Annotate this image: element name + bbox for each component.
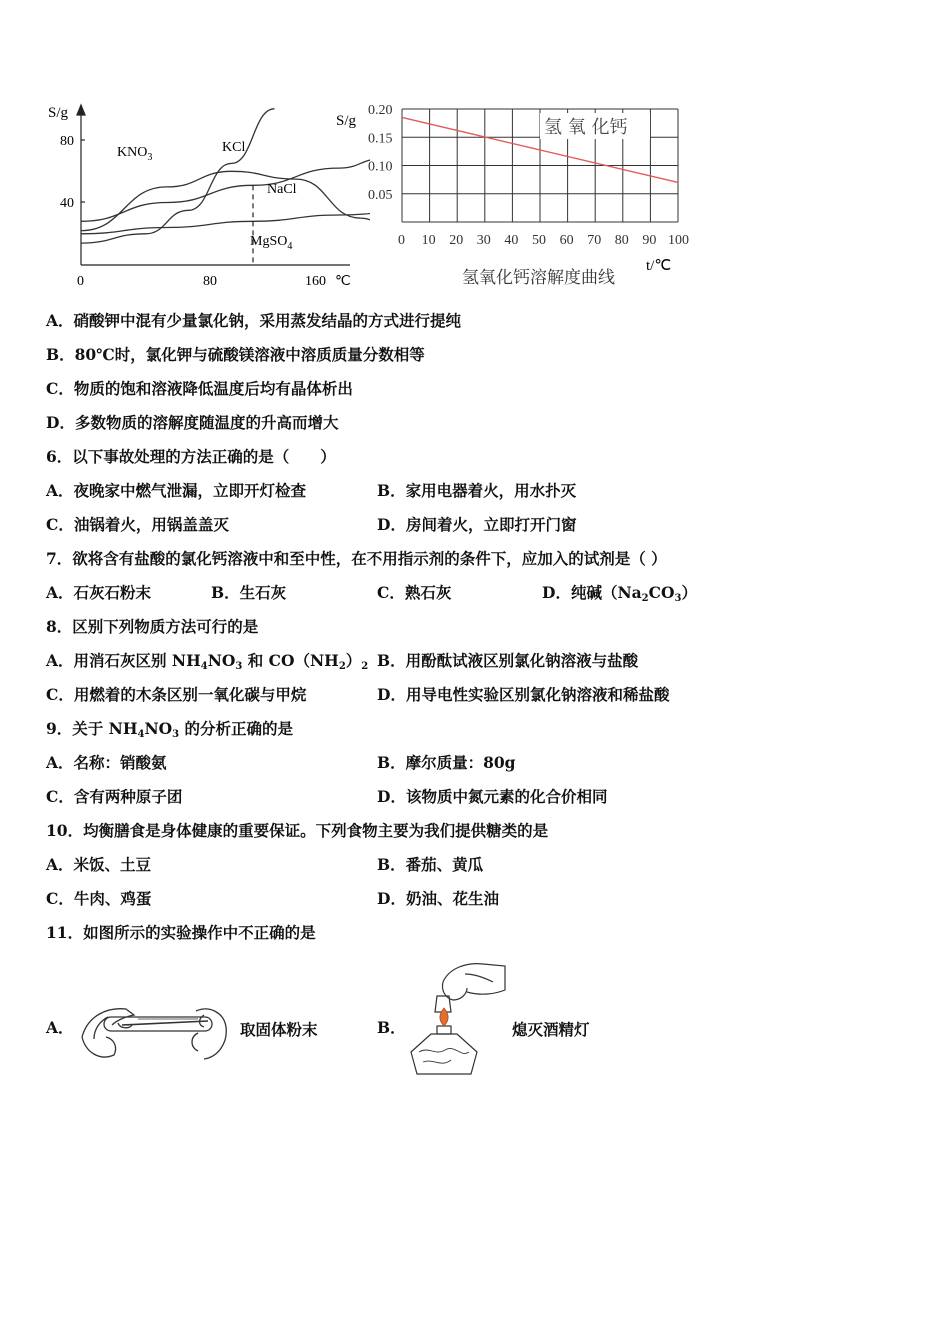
- series-label-kno3: $KNO_3$: [117, 145, 153, 163]
- solubility-chart-left: [40, 95, 370, 295]
- q9-stem-sub-2: 3: [172, 729, 180, 740]
- q5-option-d[interactable]: D．多数物质的溶解度随温度的升高而增大: [46, 413, 339, 432]
- test-tube-powder-illustration: [78, 995, 230, 1065]
- q11-option-b-label[interactable]: B．: [377, 1018, 406, 1037]
- q7-d-text-3: ）: [681, 583, 697, 602]
- q7-d-sub-1: 2: [641, 593, 649, 604]
- q8-a-text-2: NO: [207, 651, 236, 670]
- y-tick-label: 0.10: [368, 159, 393, 175]
- q7-option-c[interactable]: C．熟石灰: [377, 583, 452, 602]
- y-tick-40: 40: [60, 196, 74, 211]
- x-tick-160: 160: [305, 274, 326, 289]
- q7-option-d[interactable]: [542, 583, 697, 603]
- q8-option-b[interactable]: B．用酚酞试液区别氯化钠溶液与盐酸: [377, 651, 639, 670]
- q9-option-b[interactable]: B．摩尔质量：80g: [377, 753, 516, 772]
- q6-option-c[interactable]: C．油锅着火，用锅盖盖灭: [46, 515, 229, 534]
- x-tick-label: 70: [587, 233, 602, 248]
- y-axis-label: S/g: [48, 105, 69, 121]
- q11-option-b-caption: 熄灭酒精灯: [512, 1020, 590, 1039]
- solubility-chart-right: [330, 95, 710, 295]
- series-label-kcl: KCl: [222, 140, 246, 155]
- alcohol-lamp-extinguish-illustration: [405, 960, 510, 1078]
- x-tick-label: 40: [504, 233, 519, 248]
- q9-stem: [46, 719, 293, 739]
- x-tick-label: 20: [449, 233, 464, 248]
- q9-stem-text-1: 9．关于 NH: [46, 719, 138, 738]
- q11-option-a-label[interactable]: A．: [46, 1018, 74, 1037]
- q9-option-d[interactable]: D．该物质中氮元素的化合价相同: [377, 787, 608, 806]
- q11-stem: 11．如图所示的实验操作中不正确的是: [46, 923, 316, 942]
- q5-option-b[interactable]: B．80℃时，氯化钾与硫酸镁溶液中溶质质量分数相等: [46, 345, 425, 364]
- x-tick-label: 30: [476, 233, 491, 248]
- q8-a-text-4: ）: [345, 651, 362, 670]
- x-tick-0: 0: [77, 274, 84, 289]
- x-tick-label: 100: [668, 233, 689, 248]
- q6-stem: 6．以下事故处理的方法正确的是（ ）: [46, 447, 336, 466]
- x-tick-label: 90: [642, 233, 657, 248]
- q5-option-a[interactable]: A．硝酸钾中混有少量氯化钠，采用蒸发结晶的方式进行提纯: [46, 311, 462, 330]
- q10-option-d[interactable]: D．奶油、花生油: [377, 889, 499, 908]
- x-tick-label: 80: [614, 233, 629, 248]
- q8-a-text-3: 和 CO（NH: [242, 651, 339, 670]
- q7-option-a[interactable]: A．石灰石粉末: [46, 583, 152, 602]
- q6-option-b[interactable]: B．家用电器着火，用水扑灭: [377, 481, 577, 500]
- q10-stem: 10．均衡膳食是身体健康的重要保证。下列食物主要为我们提供糖类的是: [46, 821, 549, 840]
- q8-option-a[interactable]: [46, 651, 368, 671]
- q9-option-a[interactable]: A．名称：销酸氨: [46, 753, 167, 772]
- q8-option-c[interactable]: C．用燃着的木条区别一氧化碳与甲烷: [46, 685, 307, 704]
- x-axis-unit: ℃: [335, 274, 351, 289]
- x-tick-label: 60: [559, 233, 574, 248]
- q7-d-text-1: D．纯碱（Na: [542, 583, 642, 602]
- series-curve-kcl: [81, 159, 370, 222]
- q9-option-c[interactable]: C．含有两种原子团: [46, 787, 183, 806]
- x-tick-label: 50: [532, 233, 546, 248]
- q11-option-a-caption: 取固体粉末: [240, 1020, 318, 1039]
- series-curve-nacl: [81, 209, 370, 234]
- y-tick-label: 0.15: [368, 131, 393, 147]
- q6-option-d[interactable]: D．房间着火，立即打开门窗: [377, 515, 577, 534]
- q8-a-sub-2: 3: [235, 661, 243, 672]
- q8-option-d[interactable]: D．用导电性实验区别氯化钠溶液和稀盐酸: [377, 685, 670, 704]
- q8-stem: 8．区别下列物质方法可行的是: [46, 617, 259, 636]
- x-tick-label: 10: [421, 233, 436, 248]
- chart-title: 氢 氧 化钙: [544, 117, 628, 138]
- q7-stem: 7．欲将含有盐酸的氯化钙溶液中和至中性，在不用指示剂的条件下，应加入的试剂是（ ）: [46, 549, 667, 568]
- series-label-nacl: NaCl: [267, 182, 297, 197]
- series-label-mgso4: MgSO$_4$: [250, 234, 293, 252]
- series-curve-kno3: [81, 109, 275, 243]
- q7-option-b[interactable]: B．生石灰: [211, 583, 287, 602]
- x-axis-label: t/℃: [646, 258, 672, 274]
- q6-option-a[interactable]: A．夜晚家中燃气泄漏，立即开灯检查: [46, 481, 307, 500]
- q8-a-sub-1: 4: [200, 661, 208, 672]
- y-tick-label: 0.05: [368, 187, 393, 203]
- q10-option-b[interactable]: B．番茄、黄瓜: [377, 855, 484, 874]
- chart-caption: 氢氧化钙溶解度曲线: [462, 268, 615, 288]
- y-axis-arrow: [77, 105, 85, 115]
- q8-a-sub-4: 2: [361, 661, 369, 672]
- q9-stem-sub-1: 4: [137, 729, 145, 740]
- q8-a-text-1: A．用消石灰区别 NH: [46, 651, 201, 670]
- q9-stem-text-2: NO: [144, 719, 173, 738]
- q7-d-text-2: CO: [648, 583, 675, 602]
- flame-icon: [440, 1008, 448, 1026]
- q9-stem-text-3: 的分析正确的是: [179, 719, 294, 738]
- x-tick-80: 80: [203, 274, 217, 289]
- q10-option-c[interactable]: C．牛肉、鸡蛋: [46, 889, 152, 908]
- y-tick-label: 0.20: [368, 103, 393, 118]
- q5-option-c[interactable]: C．物质的饱和溶液降低温度后均有晶体析出: [46, 379, 353, 398]
- y-tick-80: 80: [60, 134, 74, 149]
- y-axis-label: S/g: [336, 113, 357, 129]
- q7-d-sub-2: 3: [674, 593, 682, 604]
- x-tick-label: 0: [398, 233, 405, 248]
- q10-option-a[interactable]: A．米饭、土豆: [46, 855, 152, 874]
- q8-a-sub-3: 2: [338, 661, 346, 672]
